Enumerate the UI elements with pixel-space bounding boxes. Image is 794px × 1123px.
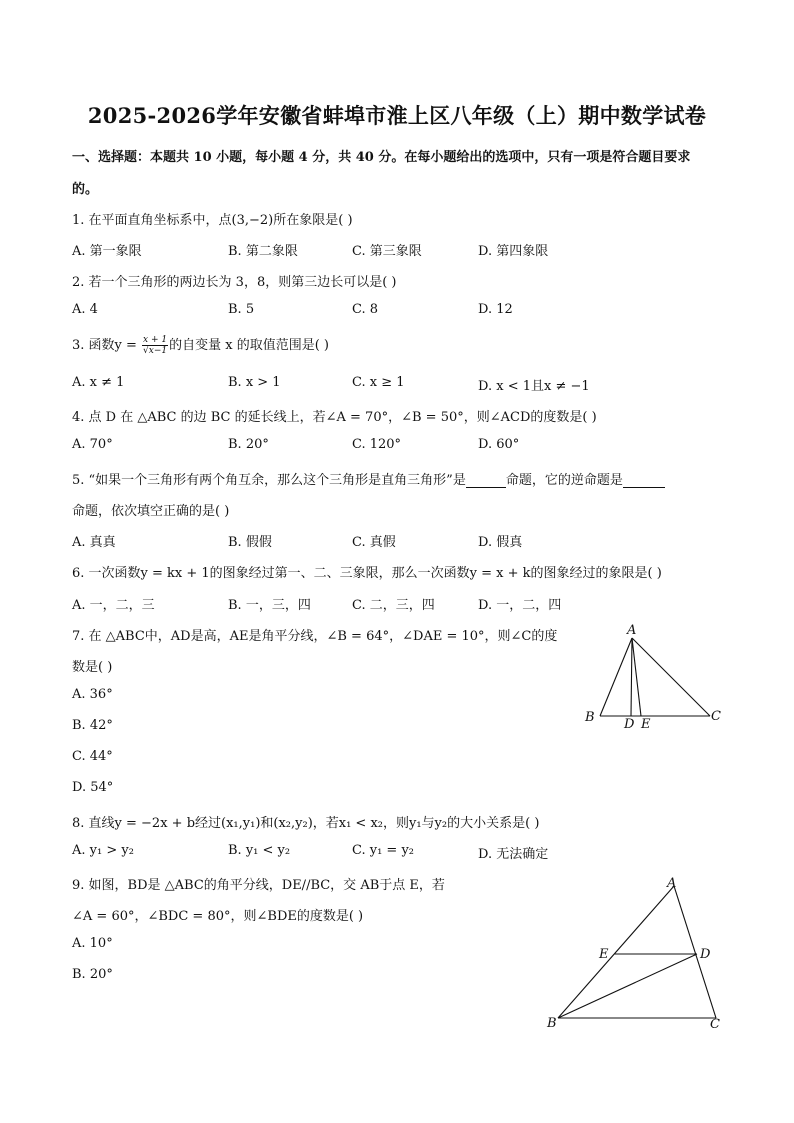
question-4-option-a: A. 70° xyxy=(72,437,113,452)
question-3-option-b: B. x > 1 xyxy=(228,375,281,390)
question-4-option-d: D. 60° xyxy=(478,437,520,452)
question-1-stem: 1. 在平面直角坐标系中，点(3,−2)所在象限是( ) xyxy=(72,213,353,228)
question-7-figure xyxy=(580,618,730,738)
question-2-option-c: C. 8 xyxy=(352,302,379,317)
question-8-option-d: D. 无法确定 xyxy=(478,847,549,862)
figure9-label-d: D xyxy=(700,947,711,962)
question-2-stem: 2. 若一个三角形的两边长为 3，8，则第三边长可以是( ) xyxy=(72,275,397,290)
question-1-option-c: C. 第三象限 xyxy=(352,244,422,259)
page-title: 2025-2026学年安徽省蚌埠市淮上区八年级（上）期中数学试卷 xyxy=(87,103,707,128)
question-2-option-b: B. 5 xyxy=(228,302,255,317)
question-6-option-c: C. 二，三，四 xyxy=(352,598,435,613)
question-5-stem-part2: 命题，它的逆命题是 xyxy=(505,473,623,488)
question-3-option-a: A. x ≠ 1 xyxy=(72,375,125,390)
question-8-option-c: C. y₁ = y₂ xyxy=(352,843,415,858)
question-5-blank-2 xyxy=(623,487,665,488)
figure9-label-e: E xyxy=(599,947,609,962)
figure7-label-a: A xyxy=(627,623,637,638)
figure7-label-d: D xyxy=(624,717,635,732)
question-6-option-a: A. 一，二，三 xyxy=(72,598,155,613)
question-5-stem-cont: 命题，依次填空正确的是( ) xyxy=(72,504,230,519)
figure9-label-a: A xyxy=(667,876,677,891)
figure9-label-c: C xyxy=(710,1017,720,1032)
question-9-stem: 9. 如图，BD是 △ABC的角平分线，DE//BC，交 AB于点 E，若 xyxy=(72,878,445,893)
question-4-option-c: C. 120° xyxy=(352,437,402,452)
question-4-stem: 4. 点 D 在 △ABC 的边 BC 的延长线上，若∠A = 70°，∠B = 50°，则∠ACD的度数是( ) xyxy=(72,410,597,425)
figure9-label-b: B xyxy=(547,1016,557,1031)
question-5-option-c: C. 真假 xyxy=(352,535,396,550)
question-7-option-c: C. 44° xyxy=(72,749,113,764)
question-3-fraction xyxy=(142,335,168,356)
question-3-option-d: D. x < 1且x ≠ −1 xyxy=(478,379,590,394)
question-8-stem: 8. 直线y = −2x + b经过(x₁,y₁)和(x₂,y₂)，若x₁ < x₂，则y₁与y₂的大小关系是( ) xyxy=(72,816,540,831)
question-5-stem xyxy=(72,469,665,488)
question-9-stem-cont: ∠A = 60°，∠BDC = 80°，则∠BDE的度数是( ) xyxy=(72,909,364,924)
question-5-option-b: B. 假假 xyxy=(228,535,272,550)
question-1-option-d: D. 第四象限 xyxy=(478,244,549,259)
question-7-option-b: B. 42° xyxy=(72,718,113,733)
question-1-option-b: B. 第二象限 xyxy=(228,244,298,259)
question-9-figure xyxy=(540,872,730,1037)
question-2-option-d: D. 12 xyxy=(478,302,513,317)
question-9-option-b: B. 20° xyxy=(72,967,113,982)
question-6-stem: 6. 一次函数y = kx + 1的图象经过第一、二、三象限，那么一次函数y = x + k的图象经过的象限是( ) xyxy=(72,566,662,581)
question-8-option-a: A. y₁ > y₂ xyxy=(72,843,134,858)
question-3-fraction-numerator: x + 1 xyxy=(143,335,168,345)
question-5-blank-1 xyxy=(466,487,506,488)
question-9-option-a: A. 10° xyxy=(72,936,113,951)
question-4-option-b: B. 20° xyxy=(228,437,269,452)
question-6-option-b: B. 一，三，四 xyxy=(228,598,311,613)
question-3-stem-suffix: 的自变量 x 的取值范围是( ) xyxy=(169,338,329,353)
question-6-option-d: D. 一，二，四 xyxy=(478,598,562,613)
question-5-stem-part1: 5. “如果一个三角形有两个角互余，那么这个三角形是直角三角形”是 xyxy=(72,473,466,488)
section-heading-cont: 的。 xyxy=(72,182,99,197)
question-7-stem: 7. 在 △ABC中，AD是高，AE是角平分线，∠B = 64°，∠DAE = 10°，则∠C的度 xyxy=(72,629,558,644)
section-heading: 一、选择题：本题共 10 小题，每小题 4 分，共 40 分。在每小题给出的选项中，只有一项是符合题目要求 xyxy=(72,150,691,165)
figure7-label-b: B xyxy=(585,710,595,725)
question-7-stem-cont: 数是( ) xyxy=(72,660,113,675)
question-1-option-a: A. 第一象限 xyxy=(72,244,142,259)
question-8-option-b: B. y₁ < y₂ xyxy=(228,843,291,858)
question-7-option-a: A. 36° xyxy=(72,687,113,702)
question-7-option-d: D. 54° xyxy=(72,780,114,795)
question-3-option-c: C. x ≥ 1 xyxy=(352,375,405,390)
question-3-fraction-denominator: √x−1 xyxy=(143,346,168,356)
question-5-option-d: D. 假真 xyxy=(478,535,523,550)
question-2-option-a: A. 4 xyxy=(72,302,98,317)
question-3-stem xyxy=(72,334,329,356)
figure7-label-c: C xyxy=(711,709,721,724)
question-5-option-a: A. 真真 xyxy=(72,535,116,550)
question-3-stem-prefix: 3. 函数y = xyxy=(72,338,142,353)
figure7-label-e: E xyxy=(641,717,651,732)
